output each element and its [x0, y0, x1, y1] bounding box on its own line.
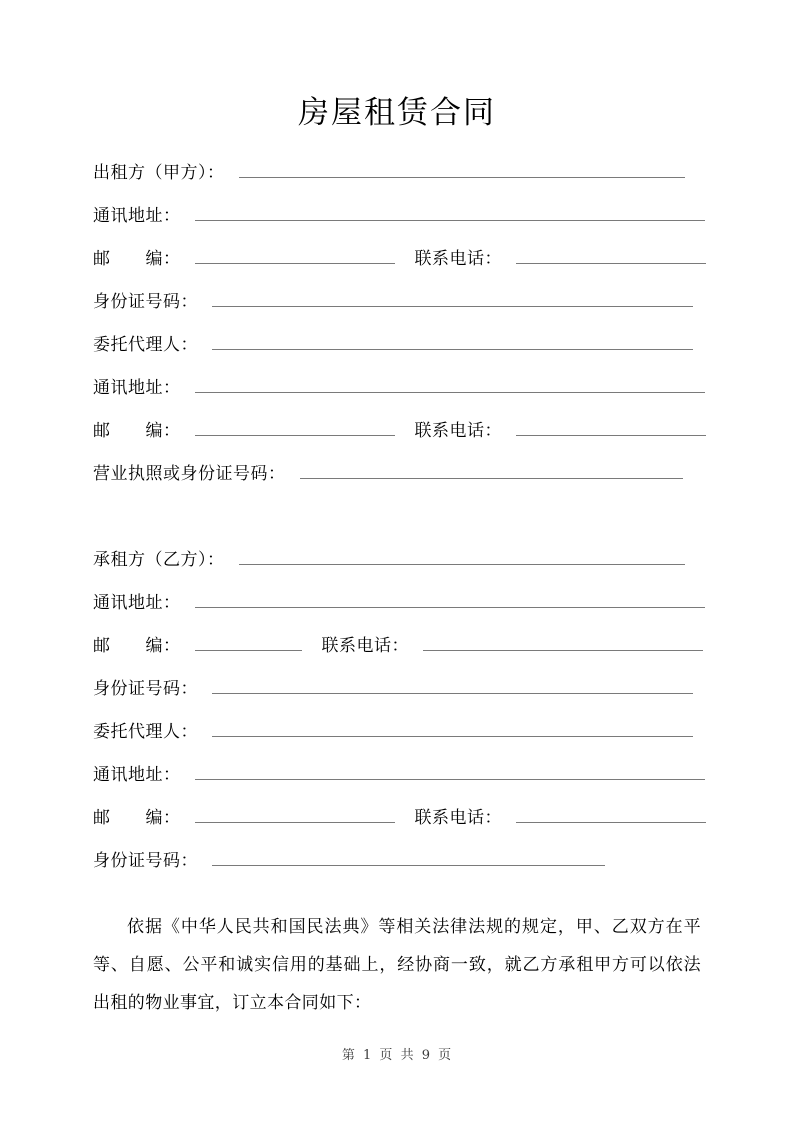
footer-current-page: 1	[362, 1048, 373, 1063]
field-row-lessee-postcode-phone	[93, 625, 703, 668]
field-blank-lessor-id[interactable]	[212, 286, 693, 307]
field-blank-lessee-agent[interactable]	[212, 716, 693, 737]
form-fields	[93, 152, 703, 883]
field-row-lessor-postcode-phone	[93, 238, 703, 281]
field-row-lessee-agent-address	[93, 754, 703, 797]
section-spacer	[93, 496, 703, 539]
field-blank-lessor-postcode[interactable]	[195, 243, 395, 264]
field-blank-lessor-address[interactable]	[195, 200, 705, 221]
field-label: 邮 编：	[93, 808, 181, 828]
footer-page-unit-2: 页	[438, 1048, 453, 1063]
field-row-lessee-agent	[93, 711, 703, 754]
field-blank-lessee-agent-address[interactable]	[195, 759, 705, 780]
field-blank-lessor-phone[interactable]	[516, 243, 706, 264]
field-label: 营业执照或身份证号码：	[93, 464, 286, 484]
field-blank-lessor-license-or-id[interactable]	[300, 458, 683, 479]
field-row-lessee-address	[93, 582, 703, 625]
field-blank-lessee-agent-id[interactable]	[212, 845, 605, 866]
page-title: 房屋租赁合同	[298, 95, 496, 131]
field-row-lessee-agent-postcode-phone	[93, 797, 703, 840]
field-row-lessor-address	[93, 195, 703, 238]
field-label: 通讯地址：	[93, 206, 181, 226]
page-footer	[0, 1044, 794, 1063]
field-row-lessee-name	[93, 539, 703, 582]
field-blank-lessee-name[interactable]	[239, 544, 685, 565]
footer-total-pages: 9	[421, 1048, 431, 1063]
field-blank-lessee-address[interactable]	[195, 587, 705, 608]
field-label: 出租方（甲方）：	[93, 163, 225, 183]
field-label: 身份证号码：	[93, 292, 198, 312]
field-label: 联系电话：	[414, 421, 502, 441]
field-blank-lessor-agent-postcode[interactable]	[195, 415, 395, 436]
field-label: 委托代理人：	[93, 722, 198, 742]
field-blank-lessee-agent-postcode[interactable]	[195, 802, 395, 823]
field-label: 邮 编：	[93, 421, 181, 441]
field-blank-lessee-postcode[interactable]	[195, 630, 302, 651]
field-row-lessee-id	[93, 668, 703, 711]
footer-prefix: 第	[341, 1048, 356, 1063]
field-row-lessor-license-or-id	[93, 453, 703, 496]
field-row-lessor-id	[93, 281, 703, 324]
field-blank-lessor-name[interactable]	[239, 157, 685, 178]
field-label: 邮 编：	[93, 249, 181, 269]
field-blank-lessor-agent-phone[interactable]	[516, 415, 706, 436]
field-label: 通讯地址：	[93, 378, 181, 398]
field-row-lessor-agent-address	[93, 367, 703, 410]
field-label: 通讯地址：	[93, 765, 181, 785]
field-label: 邮 编：	[93, 636, 181, 656]
field-blank-lessor-agent-address[interactable]	[195, 372, 705, 393]
field-row-lessor-agent-postcode-phone	[93, 410, 703, 453]
field-label: 委托代理人：	[93, 335, 198, 355]
field-label: 联系电话：	[414, 249, 502, 269]
field-label: 联系电话：	[414, 808, 502, 828]
field-blank-lessee-id[interactable]	[212, 673, 693, 694]
preamble-paragraph: 依据《中华人民共和国民法典》等相关法律法规的规定，甲、乙双方在平等、自愿、公平和诚实信用的基础上，经协商一致，就乙方承租甲方可以依法出租的物业事宜，订立本合同如下：	[93, 917, 701, 1013]
field-label: 通讯地址：	[93, 593, 181, 613]
footer-middle: 共	[400, 1048, 415, 1063]
field-row-lessor-name	[93, 152, 703, 195]
field-blank-lessee-agent-phone[interactable]	[516, 802, 706, 823]
field-label: 身份证号码：	[93, 851, 198, 871]
field-blank-lessee-phone[interactable]	[423, 630, 703, 651]
lessee-fields	[93, 539, 703, 883]
field-label: 承租方（乙方）：	[93, 550, 225, 570]
field-label: 联系电话：	[321, 636, 409, 656]
field-label: 身份证号码：	[93, 679, 198, 699]
field-row-lessor-agent	[93, 324, 703, 367]
lessor-fields	[93, 152, 703, 496]
field-blank-lessor-agent[interactable]	[212, 329, 693, 350]
field-row-lessee-agent-id	[93, 840, 703, 883]
footer-page-unit-1: 页	[379, 1048, 394, 1063]
